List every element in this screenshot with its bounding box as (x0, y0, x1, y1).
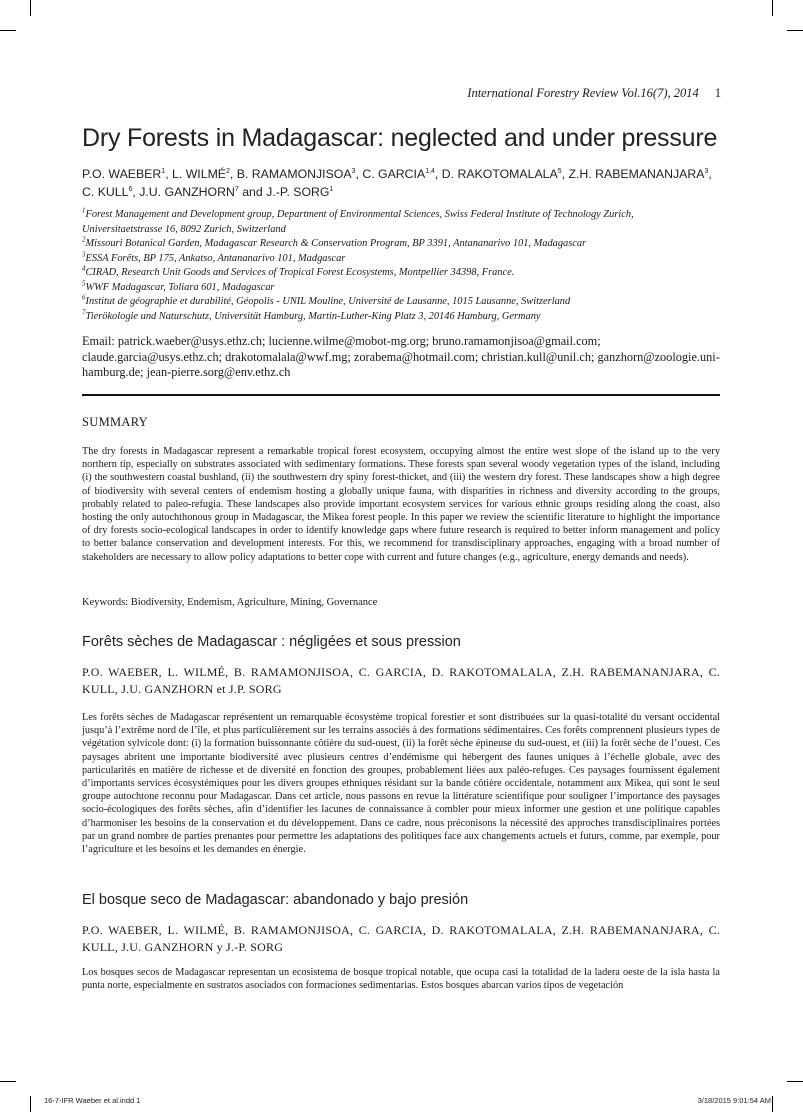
affiliation-line (82, 252, 722, 267)
affiliation-text: Forest Management and Development group, Department of Environmental Sciences, Swiss Federal Institute of Technology Zurich, (85, 209, 634, 220)
author-name: D. RAKOTOMALALA (441, 167, 558, 181)
affiliation-line (82, 295, 722, 310)
author-name: L. WILMÉ (172, 167, 227, 181)
journal-citation: International Forestry Review Vol.16(7), 2014 (467, 86, 699, 100)
affiliation-marker: 4 (82, 264, 86, 273)
affiliation-text: Missouri Botanical Garden, Madagascar Research & Conservation Program, BP 3391, Antananarivo 101, Madagascar (85, 238, 587, 249)
author-name: C. GARCIA (362, 167, 426, 181)
author-name: J.-P. SORG (266, 185, 330, 199)
affiliation-line (82, 310, 722, 325)
crop-mark (772, 1096, 773, 1112)
affiliation-marker: 1 (82, 206, 86, 215)
affiliation-line (82, 223, 722, 238)
affiliation-line (82, 281, 722, 296)
page-number: 1 (714, 86, 721, 100)
summary-heading: SUMMARY (82, 415, 149, 429)
affiliation-marker: 3 (82, 250, 86, 259)
spanish-summary-text: Los bosques secos de Madagascar representan un ecosistema de bosque tropical notable, que ocupa casi la totalidad de la ladera oeste de la isla hasta la punta norte, especialmente en sustratos asociados con formaciones sedimentarias. Estos bosques abarcan varios tipos de vegetación (82, 967, 720, 992)
crop-mark (0, 1081, 16, 1082)
author-list: P.O. WAEBER$^1$, L. WILMÉ$^2$, B. RAMAMONJISOA$^3$, C. GARCIA$^{1,4}$, D. RAKOTOMALALA$^5$, Z.H. RABEMANANJARA$^3$, C. KULL$^6$, J.U. GANZHORN$^7$ and J.-P. SORG$^1$ (82, 167, 712, 199)
french-title: Forêts sèches de Madagascar : négligées et sous pression (82, 634, 461, 650)
author-affiliation-marker: 1,4 (425, 167, 435, 175)
author-conjunction: and (242, 185, 263, 199)
author-name: C. KULL (82, 185, 129, 199)
summary-text: The dry forests in Madagascar represent a remarkable tropical forest ecosystem, occupying almost the entire west slope of the island up to the very northern tip, especially on substrates associated with sedimentary formations. These forests span several woody vegetation types of the island, including (i) the southwestern coastal bushland, (ii) the southwestern dry spiny forest-thicket, and (iii) the western dry forest. These landscapes show a high degree of biodiversity with several centers of endemism hosting a globally unique fauna, with disparities in richness and diversity according to the groups, probably related to paleo-refugia. These landscapes also provide important ecosystem services for various ethnic groups residing along the coast, also hosting the only autochthonous group in Madagascar, the Mikea forest people. In this paper we review the scientific literature to highlight the importance of dry forests socio-ecological landscapes in order to identify knowledge gaps where future research is required to better inform management and policy to better balance conservation and development interests. For this, we recommend for transdisciplinary approaches, engaging with a broad number of stakeholders are necessary to allow policy adaptations to better cope with current and future changes (e.g., agriculture, energy demands and needs). (82, 446, 720, 563)
affiliation-line (82, 266, 722, 281)
affiliation-text: WWF Madagascar, Toliara 601, Madagascar (85, 281, 275, 293)
author-affiliation-marker: 6 (128, 185, 133, 193)
author-name: Z.H. RABEMANANJARA (568, 167, 705, 181)
affiliation-text: ESSA Forêts, BP 175, Ankatso, Antananarivo 101, Madgascar (85, 252, 346, 264)
crop-mark (787, 30, 803, 31)
crop-mark (787, 1081, 803, 1082)
affiliation-line (82, 208, 722, 223)
author-name: B. RAMAMONJISOA (236, 167, 352, 181)
spanish-authors: P.O. WAEBER, L. WILMÉ, B. RAMAMONJISOA, C. GARCIA, D. RAKOTOMALALA, Z.H. RABEMANANJARA, C. KULL, J.U. GANZHORN y J.-P. SORG (82, 923, 720, 954)
affiliation-marker: 5 (82, 279, 86, 288)
affiliation-text: Tierökologie und Naturschutz, Universität Hamburg, Martin-Luther-King Platz 3, 20146 Hamburg, Germany (85, 310, 541, 322)
crop-mark (30, 1096, 31, 1112)
affiliation-text: Universitaetstrasse 16, 8092 Zurich, Switzerland (82, 223, 286, 235)
file-slug: 16-7-IFR Waeber et al.indd 1 (44, 1096, 141, 1105)
affiliations (82, 208, 722, 324)
author-affiliation-marker: 3 (704, 167, 709, 175)
running-header (467, 86, 721, 101)
french-summary-text: Les forêts sèches de Madagascar représentent un remarquable écosystème tropical forestier et sont distribuées sur la quasi-totalité du versant occidental jusqu’à l’extrême nord de l’île, et plus particulièrement sur les terrains associés à des formations sédimentaires. Ces forêts comprennent plusieurs types de végétation sylvicole dont: (i) la formation buissonnante côtière du sud-ouest, (ii) la forêt sèche épineuse du sud-ouest, et (iii) la forêt sèche de l’ouest. Ces paysages abritent une importante biodiversité avec plusieurs centres d’endémisme qui hébergent des faunes uniques à l’échelle globale, avec des particularités en matière de richesse et de diversité en fonction des groupes, probablement liées aux paléo-refuges. Ces paysages fournissent également d’importants services écosystémiques pour les divers groupes ethniques résidant sur la bande côtière occidentale, notamment aux Mikea, qui sont le seul groupe autochtone reconnu pour Madagascar. Dans cet article, nous passons en revue la littérature scientifique pour souligner l’importance des paysages socio-écologiques des forêts sèches, afin d’identifier les lacunes de connaissance à combler pour mieux informer une gestion et une politique capables d’harmoniser les besoins de la conservation et du développement. Dans ce cadre, nous préconisons la nécessité des approches transdisciplinaires portées par un grand nombre de parties prenantes pour permettre les adaptations des politiques face aux changements actuels et futurs, comme, par exemple, pour l’agriculture et les besoins et les demandes en énergie. (82, 712, 720, 856)
author-affiliation-marker: 7 (234, 185, 239, 193)
affiliation-line (82, 237, 722, 252)
author-affiliation-marker: 1 (161, 167, 166, 175)
author-name: P.O. WAEBER (82, 167, 162, 181)
affiliation-marker: 6 (82, 293, 86, 302)
author-affiliation-marker: 5 (557, 167, 562, 175)
section-divider (82, 394, 720, 396)
affiliation-text: CIRAD, Research Unit Goods and Services of Tropical Forest Ecosystems, Montpellier 34398, France. (85, 267, 515, 278)
paper-title: Dry Forests in Madagascar: neglected and under pressure (82, 124, 718, 152)
author-affiliation-marker: 3 (351, 167, 356, 175)
crop-mark (30, 0, 31, 16)
author-affiliation-marker: 1 (329, 185, 334, 193)
french-authors: P.O. WAEBER, L. WILMÉ, B. RAMAMONJISOA, C. GARCIA, D. RAKOTOMALALA, Z.H. RABEMANANJARA, C. KULL, J.U. GANZHORN et J.P. SORG (82, 665, 720, 696)
affiliation-marker: 7 (82, 308, 86, 317)
keywords: Keywords: Biodiversity, Endemism, Agriculture, Mining, Governance (82, 597, 378, 608)
author-name: J.U. GANZHORN (139, 185, 235, 199)
affiliation-text: Institut de géographie et durabilité, Géopolis - UNIL Mouline, Université de Lausanne, 1015 Lausanne, Switzerland (85, 296, 571, 307)
spanish-title: El bosque seco de Madagascar: abandonado y bajo presión (82, 892, 469, 908)
author-affiliation-marker: 2 (226, 167, 230, 175)
crop-mark (0, 30, 16, 31)
email-list: Email: patrick.waeber@usys.ethz.ch; lucienne.wilme@mobot-mg.org; bruno.ramamonjisoa@gmail.com; claude.garcia@usys.ethz.ch; drakotomalala@wwf.mg; zorabema@hotmail.com; christian.kull@unil.ch; ganzhorn@zoologie.uni-hamburg.de; jean-pierre.sorg@env.ethz.ch (82, 334, 720, 379)
affiliation-marker: 2 (82, 235, 86, 244)
print-date: 3/18/2015 9:01:54 AM (697, 1096, 771, 1105)
crop-mark (772, 0, 773, 16)
